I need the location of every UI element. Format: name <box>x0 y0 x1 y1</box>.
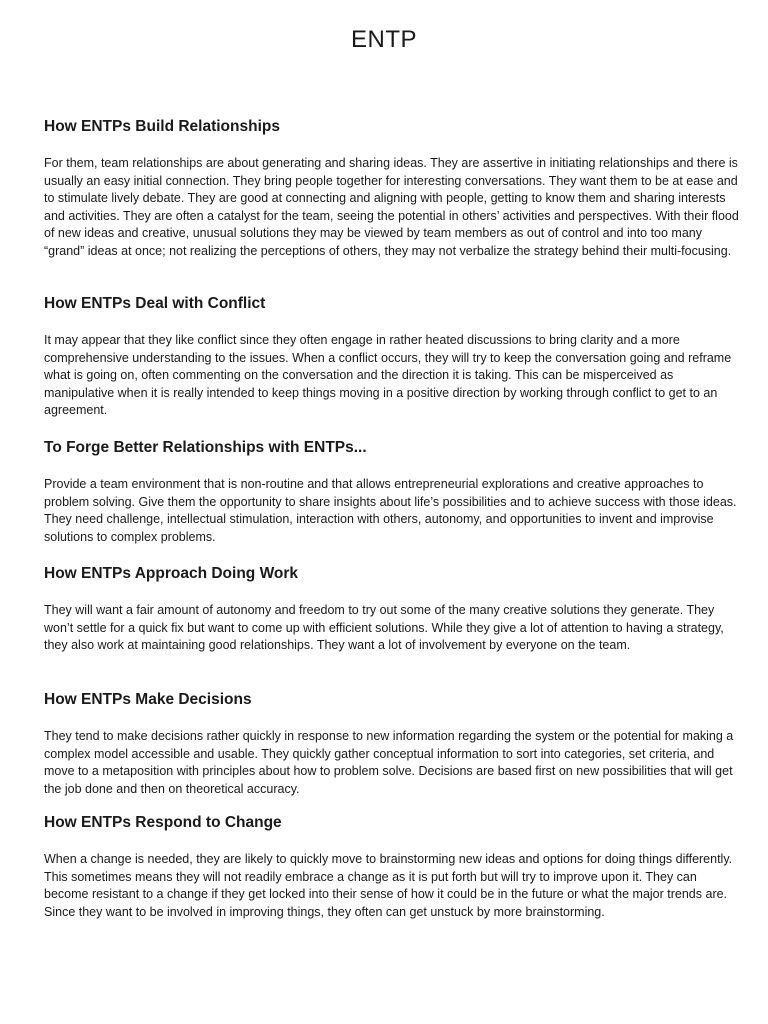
document-title: ENTP <box>350 26 417 53</box>
section-heading: To Forge Better Relationships with ENTPs... <box>44 439 367 456</box>
section-heading: How ENTPs Build Relationships <box>44 118 280 135</box>
section-approach-work <box>44 564 744 655</box>
section-body: When a change is needed, they are likely to quickly move to brainstorming new ideas and options for doing things differently. This sometimes means they will not readily embrace a change as it is put forth but will try to improve upon it. They can become resistant to a change if they get locked into their sense of how it could be in the future or what the major trends are. Since they want to be involved in improving things, they often can get unstuck by more brainstorming. <box>44 852 733 919</box>
section-respond-to-change <box>44 813 744 921</box>
section-body: Provide a team environment that is non-routine and that allows entrepreneurial explorations and creative approaches to problem solving. Give them the opportunity to share insights about life’s possibilities and to achieve success with those ideas. They need challenge, intellectual stimulation, interaction with others, autonomy, and opportunities to invent and improvise solutions to complex problems. <box>44 477 737 544</box>
section-deal-with-conflict <box>44 294 744 420</box>
section-heading: How ENTPs Approach Doing Work <box>44 565 299 582</box>
section-heading: How ENTPs Make Decisions <box>44 691 252 708</box>
section-body: It may appear that they like conflict since they often engage in rather heated discussions to bring clarity and a more comprehensive understanding to the issues. When a conflict occurs, they will try to keep the conversation going and reframe what is going on, often commenting on the conversation and the direction it is taking. This can be misperceived as manipulative when it is really intended to keep things moving in a positive direction by working through conflict to get to an agreement. <box>44 333 732 417</box>
section-heading: How ENTPs Deal with Conflict <box>44 295 266 312</box>
section-heading: How ENTPs Respond to Change <box>44 814 282 831</box>
section-body: They tend to make decisions rather quickly in response to new information regarding the system or the potential for making a complex model accessible and usable. They quickly gather conceptual information to sort into categories, set criteria, and move to a metaposition with principles about how to problem solve. Decisions are based first on new possibilities that will get the job done and then on theoretical accuracy. <box>44 729 734 796</box>
section-build-relationships <box>44 117 744 260</box>
section-body: For them, team relationships are about generating and sharing ideas. They are assertive in initiating relationships and there is usually an easy initial connection. They bring people together for interesting conversations. They want them to be at ease and to stimulate lively debate. They are good at connecting and aligning with people, getting to know them and sharing interests and activities. They are often a catalyst for the team, seeing the potential in others’ activities and perspectives. With their flood of new ideas and creative, unusual solutions they may be viewed by team members as out of control and into too many “grand” ideas at once; not realizing the perceptions of others, they may not verbalize the strategy behind their multi-focusing. <box>44 156 739 258</box>
section-body: They will want a fair amount of autonomy and freedom to try out some of the many creative solutions they generate. They won’t settle for a quick fix but want to come up with efficient solutions. While they give a lot of attention to having a strategy, they also work at maintaining good relationships. They want a lot of involvement by everyone on the team. <box>44 603 724 652</box>
section-forge-relationships <box>44 438 744 546</box>
section-make-decisions <box>44 690 744 798</box>
